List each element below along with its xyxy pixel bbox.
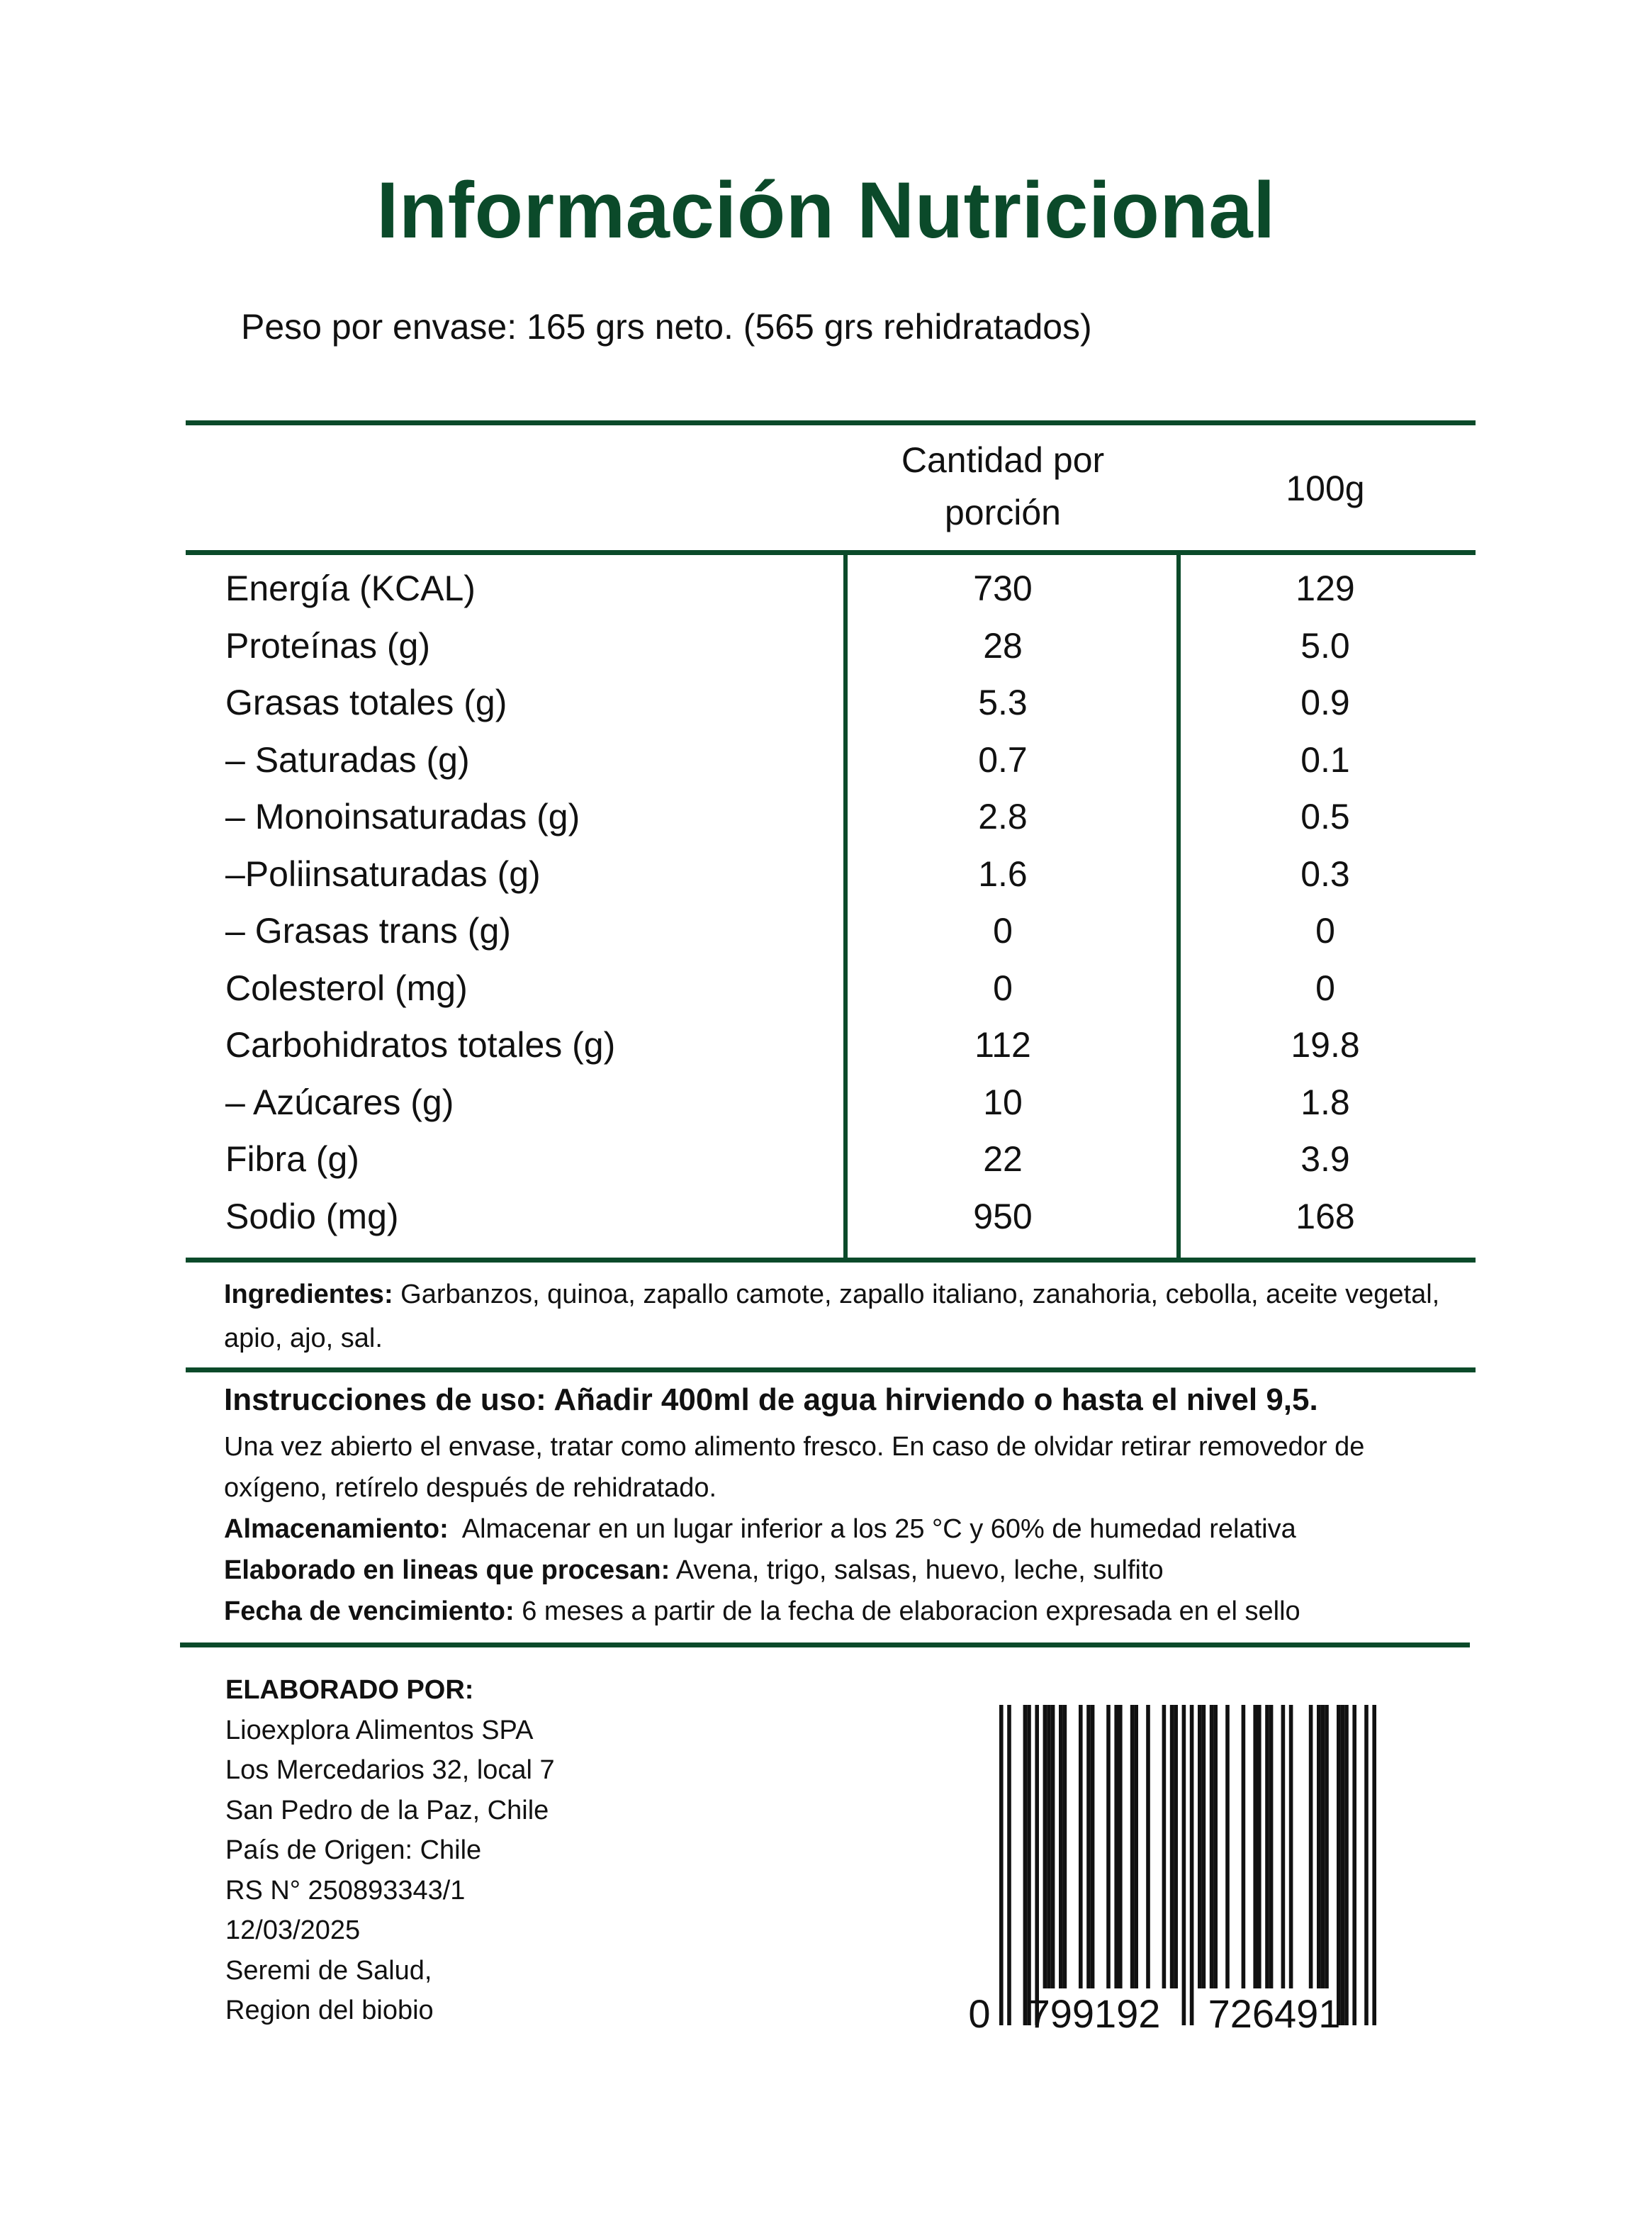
table-row: – Monoinsaturadas (g) 2.8 0.5 <box>225 797 1350 836</box>
barcode-bar <box>1337 1705 1341 2025</box>
barcode-digits-right: 726491 <box>1208 1991 1341 2031</box>
barcode-digit-first: 0 <box>968 1991 991 2031</box>
manufacturer-heading: ELABORADO POR: <box>225 1675 474 1705</box>
barcode-bar <box>1007 1705 1011 2025</box>
table-bottom-rule <box>186 1258 1476 1263</box>
table-row: Colesterol (mg) 0 0 <box>225 968 1335 1008</box>
table-row: –Poliinsaturadas (g) 1.6 0.3 <box>225 854 1350 894</box>
barcode-bar <box>1281 1705 1286 1988</box>
barcode-bar <box>1210 1705 1214 1988</box>
barcode-bar <box>1134 1705 1138 1988</box>
instructions-block <box>224 1426 1443 1632</box>
manufacturer-line: Region del biobio <box>225 1996 434 2025</box>
barcode-bar <box>1114 1705 1118 1988</box>
nutrition-table-body <box>0 560 1652 1245</box>
instructions-text: Una vez abierto el envase, tratar como alimento fresco. En caso de olvidar retirar removedor de oxígeno, retírelo después de rehidratado. <box>224 1432 1365 1503</box>
manufacturer-line: Los Mercedarios 32, local 7 <box>225 1755 555 1785</box>
barcode-bar <box>1130 1705 1135 1988</box>
header-per-100g: 100g <box>1286 469 1365 508</box>
manufacturer-line: 12/03/2025 <box>225 1915 361 1945</box>
page-title: Información Nutricional <box>376 166 1276 254</box>
barcode-bar <box>1257 1705 1262 1988</box>
barcode-bar <box>1118 1705 1123 1988</box>
barcode-bar <box>1325 1705 1329 1988</box>
barcode-bar <box>1213 1705 1218 1988</box>
barcode-digits-left: 799192 <box>1028 1991 1161 2031</box>
table-row: Sodio (mg) 950 168 <box>225 1196 1355 1236</box>
header-per-portion: Cantidad por porción <box>901 440 1105 532</box>
barcode-bars <box>999 1705 1376 2025</box>
barcode-bar <box>1289 1705 1293 1988</box>
barcode-bar <box>1043 1705 1047 1988</box>
barcode-bar <box>1174 1705 1178 1988</box>
barcode-bar <box>1352 1705 1356 2025</box>
barcode-bar <box>1023 1705 1028 2025</box>
barcode-bar <box>1063 1705 1067 1988</box>
barcode-bar <box>1146 1705 1150 1988</box>
manufacturer-line: Lioexplora Alimentos SPA <box>225 1715 534 1745</box>
storage-line: Almacenamiento: Almacenar en un lugar inferior a los 25 °C y 60% de humedad relativa <box>224 1514 1296 1544</box>
barcode-bar <box>1253 1705 1257 1988</box>
barcode-bar <box>1242 1705 1246 1988</box>
instructions-rule <box>180 1642 1470 1647</box>
barcode-bar <box>1035 1705 1039 2025</box>
barcode-bar <box>1079 1705 1083 1988</box>
expiry-line: Fecha de vencimiento: 6 meses a partir de la fecha de elaboracion expresada en el sello <box>224 1596 1300 1626</box>
table-row: Grasas totales (g) 5.3 0.9 <box>225 683 1350 722</box>
barcode-bar <box>1059 1705 1063 1988</box>
barcode-bar <box>1198 1705 1202 1988</box>
table-row: Proteínas (g) 28 5.0 <box>225 625 1350 666</box>
barcode-bar <box>1182 1705 1186 2025</box>
table-row: – Grasas trans (g) 0 0 <box>225 911 1335 951</box>
instructions-heading: Instrucciones de uso: Añadir 400ml de agua hirviendo o hasta el nivel 9,5. <box>224 1382 1318 1417</box>
ingredients-rule <box>186 1367 1476 1372</box>
barcode-bar <box>1321 1705 1325 1988</box>
barcode-bar <box>1225 1705 1230 1988</box>
barcode <box>964 1705 1410 2031</box>
table-top-rule <box>186 420 1476 425</box>
allergen-line: Elaborado en lineas que procesan: Avena, trigo, salsas, huevo, leche, sulfito <box>224 1555 1164 1585</box>
table-row: Carbohidratos totales (g) 112 19.8 <box>225 1025 1360 1065</box>
barcode-bar <box>1265 1705 1269 1988</box>
barcode-bar <box>1162 1705 1167 1988</box>
barcode-bar <box>1344 1705 1349 2025</box>
barcode-bar <box>1086 1705 1091 1988</box>
manufacturer-block <box>225 1670 555 2031</box>
barcode-bar <box>1269 1705 1274 1988</box>
barcode-bar <box>1372 1705 1376 2025</box>
table-row: – Saturadas (g) 0.7 0.1 <box>225 739 1350 780</box>
manufacturer-line: Seremi de Salud, <box>225 1955 432 1986</box>
barcode-bar <box>1027 1705 1031 2025</box>
barcode-bar <box>1364 1705 1369 2025</box>
barcode-bar <box>1317 1705 1321 1988</box>
table-header-rule <box>186 550 1476 555</box>
barcode-bar <box>1091 1705 1095 1988</box>
barcode-bar <box>1170 1705 1174 1988</box>
barcode-bar <box>1051 1705 1055 1988</box>
manufacturer-line: San Pedro de la Paz, Chile <box>225 1795 549 1825</box>
manufacturer-line: País de Origen: Chile <box>225 1835 482 1865</box>
barcode-bar <box>1202 1705 1206 1988</box>
net-weight: Peso por envase: 165 grs neto. (565 grs rehidratados) <box>241 307 1092 347</box>
table-row: Energía (KCAL) 730 129 <box>225 569 1355 608</box>
barcode-bar <box>1341 1705 1345 2025</box>
ingredients-text: Ingredientes: Garbanzos, quinoa, zapallo camote, zapallo italiano, zanahoria, cebolla, aceite vegetal, apio, ajo, sal. <box>224 1280 1440 1353</box>
table-row: – Azúcares (g) 10 1.8 <box>225 1082 1350 1122</box>
barcode-bar <box>1190 1705 1194 2025</box>
table-row: Fibra (g) 22 3.9 <box>225 1139 1350 1179</box>
barcode-bar <box>1106 1705 1111 1988</box>
manufacturer-line: RS N° 250893343/1 <box>225 1875 466 1905</box>
barcode-bar <box>999 1705 1004 2025</box>
barcode-bar <box>1309 1705 1313 1988</box>
barcode-bar <box>1047 1705 1051 1988</box>
